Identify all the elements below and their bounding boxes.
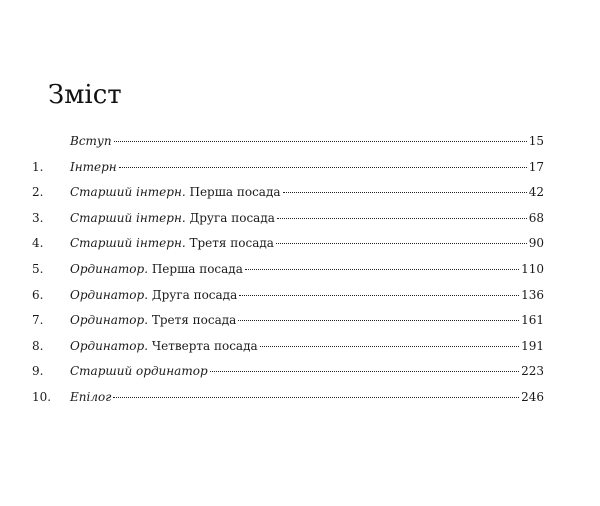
- entry-title-rest: Перша посада: [185, 185, 281, 200]
- toc-entry[interactable]: [32, 235, 544, 261]
- entry-number: 1.: [32, 159, 44, 174]
- toc-entry[interactable]: [32, 133, 544, 159]
- toc-entry[interactable]: [32, 338, 544, 364]
- entry-number: 8.: [32, 338, 44, 353]
- dot-leader: [245, 269, 519, 270]
- entry-title: [70, 159, 117, 175]
- toc-entry[interactable]: [32, 261, 544, 287]
- dot-leader: [113, 397, 519, 398]
- table-of-contents: [32, 133, 544, 415]
- entry-title-italic: Ординатор.: [70, 338, 149, 353]
- entry-number: 5.: [32, 261, 44, 276]
- entry-page-number: 161: [521, 313, 544, 328]
- page-title: Зміст: [48, 80, 122, 110]
- entry-number: 2.: [32, 185, 44, 200]
- dot-leader: [239, 295, 519, 296]
- toc-entry[interactable]: [32, 287, 544, 313]
- entry-number: 4.: [32, 236, 44, 251]
- entry-title: [70, 363, 208, 379]
- entry-title-italic: Старший ординатор: [70, 364, 208, 379]
- entry-title: [70, 133, 112, 149]
- entry-number: 9.: [32, 364, 44, 379]
- entry-title-italic: Вступ: [70, 134, 112, 148]
- entry-page-number: 191: [521, 338, 544, 353]
- dot-leader: [283, 192, 527, 193]
- entry-page-number: 17: [528, 159, 544, 174]
- entry-page-number: 110: [521, 261, 544, 276]
- entry-title: [70, 287, 237, 303]
- dot-leader: [260, 346, 519, 347]
- dot-leader: [210, 371, 519, 372]
- entry-title: [70, 235, 274, 251]
- entry-title-rest: Четверта посада: [148, 338, 258, 353]
- toc-entry[interactable]: [32, 312, 544, 338]
- toc-entry[interactable]: [32, 184, 544, 210]
- toc-entry[interactable]: [32, 210, 544, 236]
- dot-leader: [276, 243, 527, 244]
- toc-entry[interactable]: [32, 389, 544, 415]
- entry-title-italic: Ординатор.: [70, 313, 149, 328]
- entry-title-italic: Епілог: [70, 389, 112, 404]
- entry-number: 7.: [32, 313, 44, 328]
- entry-page-number: 136: [521, 287, 544, 302]
- entry-title: [70, 312, 236, 328]
- entry-title-italic: Ординатор.: [70, 287, 149, 302]
- entry-title-italic: Старший інтерн.: [70, 236, 186, 251]
- entry-title: [70, 210, 275, 226]
- entry-title-italic: Інтерн: [70, 159, 117, 174]
- entry-title: [70, 261, 243, 277]
- entry-page-number: 223: [521, 364, 544, 379]
- entry-number: 10.: [32, 389, 52, 404]
- entry-page-number: 42: [528, 185, 544, 200]
- dot-leader: [238, 320, 519, 321]
- entry-number: 3.: [32, 210, 44, 225]
- entry-title: [70, 338, 258, 354]
- entry-title-rest: Друга посада: [185, 210, 275, 225]
- dot-leader: [114, 141, 527, 142]
- entry-title-italic: Ординатор.: [70, 261, 149, 276]
- entry-number: 6.: [32, 287, 44, 302]
- entry-title-italic: Старший інтерн.: [70, 185, 186, 200]
- entry-title-rest: Перша посада: [148, 261, 243, 276]
- entry-title: [70, 184, 281, 200]
- entry-title-rest: Третя посада: [148, 313, 237, 328]
- dot-leader: [277, 218, 527, 219]
- entry-page-number: 15: [528, 134, 544, 148]
- entry-page-number: 68: [528, 210, 544, 225]
- entry-title-rest: Третя посада: [185, 236, 274, 251]
- entry-page-number: 90: [528, 236, 544, 251]
- entry-title: [70, 389, 111, 405]
- dot-leader: [119, 167, 527, 168]
- toc-entry[interactable]: [32, 363, 544, 389]
- entry-page-number: 246: [521, 389, 544, 404]
- entry-title-italic: Старший інтерн.: [70, 210, 186, 225]
- toc-entry[interactable]: [32, 159, 544, 185]
- entry-title-rest: Друга посада: [148, 287, 238, 302]
